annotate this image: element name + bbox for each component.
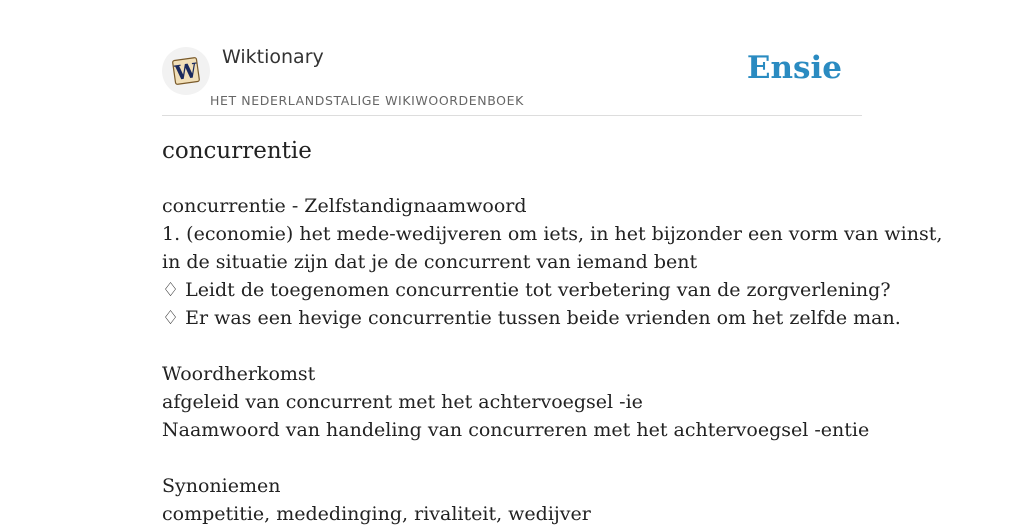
brand-logo-link[interactable]: Ensie — [746, 50, 842, 86]
spacer — [162, 332, 862, 360]
page-container — [162, 0, 943, 525]
logo-tile — [169, 54, 203, 88]
definition-content — [162, 192, 943, 528]
site-tagline: HET NEDERLANDSTALIGE WIKIWOORDENBOEK — [210, 93, 524, 108]
definition-line: in de situatie zijn dat je de concurrent van iemand bent — [162, 251, 698, 273]
site-header — [162, 0, 862, 116]
definition-line: 1. (economie) het mede-wedijveren om iets, in het bijzonder een vorm van winst, — [162, 223, 943, 245]
synonyms-line: competitie, mededinging, rivaliteit, wedijver — [162, 503, 591, 525]
part-of-speech-line: concurrentie - Zelfstandignaamwoord — [162, 195, 527, 217]
section-heading-etymology: Woordherkomst — [162, 363, 316, 385]
page-title: concurrentie — [162, 138, 312, 164]
wiktionary-logo-icon[interactable] — [162, 47, 210, 95]
site-name[interactable]: Wiktionary — [222, 46, 324, 68]
etymology-line: Naamwoord van handeling van concurreren met het achtervoegsel -entie — [162, 419, 870, 441]
example-line: ♢ Leidt de toegenomen concurrentie tot verbetering van de zorgverlening? — [162, 279, 891, 301]
spacer — [162, 444, 862, 472]
example-line: ♢ Er was een hevige concurrentie tussen beide vrienden om het zelfde man. — [162, 307, 901, 329]
etymology-line: afgeleid van concurrent met het achtervoegsel -ie — [162, 391, 643, 413]
logo-letter: W — [173, 58, 199, 85]
section-heading-synonyms: Synoniemen — [162, 475, 281, 497]
